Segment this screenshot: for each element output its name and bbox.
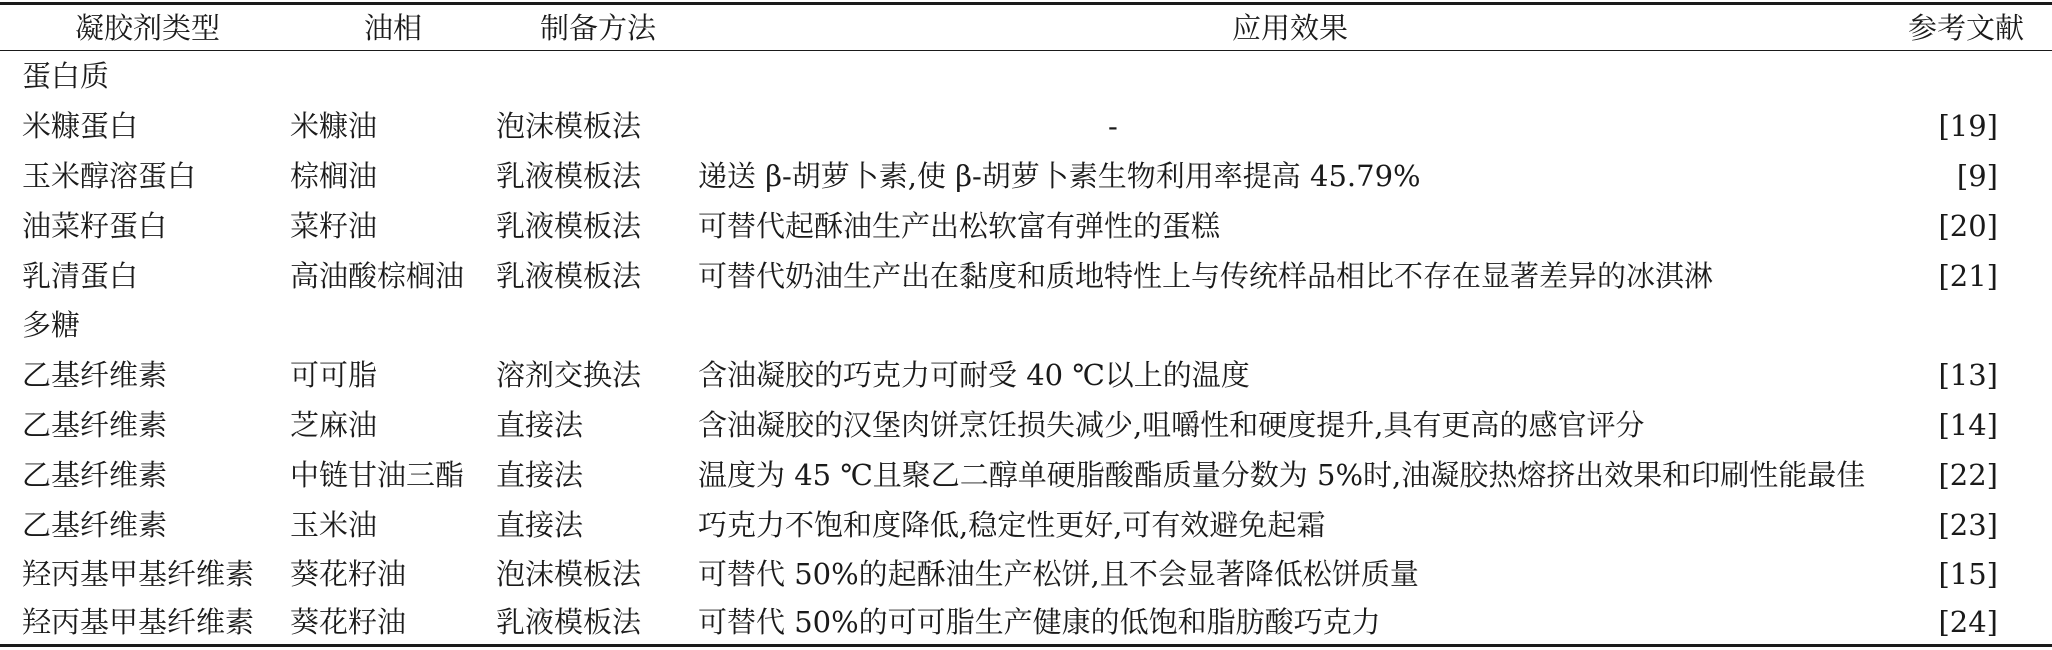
table-row <box>0 151 2052 201</box>
cell-application-effect: - <box>1108 109 1118 143</box>
cell-gel-type: 羟丙基甲基纤维素 <box>22 605 255 639</box>
cell-oil-phase: 玉米油 <box>290 508 378 542</box>
header-reference: 参考文献 <box>1907 11 2024 45</box>
cell-application-effect: 可替代 50%的可可脂生产健康的低饱和脂肪酸巧克力 <box>698 605 1381 639</box>
cell-gel-type: 米糠蛋白 <box>22 109 139 143</box>
cell-reference: [20] <box>1938 209 1998 243</box>
cell-gel-type: 乙基纤维素 <box>22 458 168 492</box>
cell-application-effect: 含油凝胶的汉堡肉饼烹饪损失减少,咀嚼性和硬度提升,具有更高的感官评分 <box>698 408 1645 442</box>
table-row <box>0 597 2052 647</box>
table-row <box>0 500 2052 550</box>
header-gel-type: 凝胶剂类型 <box>75 11 221 45</box>
cell-oil-phase: 葵花籽油 <box>290 605 407 639</box>
cell-prep-method: 直接法 <box>496 458 584 492</box>
cell-prep-method: 乳液模板法 <box>496 605 642 639</box>
cell-application-effect: 温度为 45 ℃且聚乙二醇单硬脂酸酯质量分数为 5%时,油凝胶热熔挤出效果和印刷性能最佳 <box>698 458 1866 492</box>
cell-prep-method: 乳液模板法 <box>496 159 642 193</box>
header-application-effect: 应用效果 <box>1232 11 1349 45</box>
cell-reference: [21] <box>1938 259 1998 293</box>
cell-prep-method: 直接法 <box>496 508 584 542</box>
cell-oil-phase: 芝麻油 <box>290 408 378 442</box>
cell-application-effect: 可替代起酥油生产出松软富有弹性的蛋糕 <box>698 209 1221 243</box>
table-row <box>0 549 2052 599</box>
table-bottom-rule <box>0 644 2052 647</box>
cell-prep-method: 乳液模板法 <box>496 209 642 243</box>
cell-oil-phase: 米糠油 <box>290 109 378 143</box>
cell-gel-type: 油菜籽蛋白 <box>22 209 168 243</box>
header-prep-method: 制备方法 <box>540 11 657 45</box>
cell-application-effect: 可替代奶油生产出在黏度和质地特性上与传统样品相比不存在显著差异的冰淇淋 <box>698 259 1714 293</box>
cell-gel-type: 玉米醇溶蛋白 <box>22 159 197 193</box>
cell-prep-method: 直接法 <box>496 408 584 442</box>
cell-reference: [24] <box>1938 605 1998 639</box>
table-row <box>0 400 2052 450</box>
cell-application-effect: 含油凝胶的巧克力可耐受 40 ℃以上的温度 <box>698 358 1250 392</box>
section-label: 蛋白质 <box>22 59 110 93</box>
cell-reference: [14] <box>1938 408 1998 442</box>
section-heading-polysaccharide <box>0 300 2052 350</box>
cell-reference: [22] <box>1938 458 1998 492</box>
header-oil-phase: 油相 <box>364 11 423 45</box>
cell-gel-type: 乙基纤维素 <box>22 408 168 442</box>
cell-reference: [23] <box>1938 508 1998 542</box>
cell-reference: [9] <box>1956 159 1998 193</box>
cell-gel-type: 乙基纤维素 <box>22 508 168 542</box>
section-heading-protein <box>0 51 2052 101</box>
cell-gel-type: 乳清蛋白 <box>22 259 139 293</box>
cell-oil-phase: 棕榈油 <box>290 159 378 193</box>
cell-application-effect: 递送 β-胡萝卜素,使 β-胡萝卜素生物利用率提高 45.79% <box>698 159 1421 193</box>
cell-gel-type: 乙基纤维素 <box>22 358 168 392</box>
table-row <box>0 101 2052 151</box>
cell-reference: [13] <box>1938 358 1998 392</box>
cell-prep-method: 乳液模板法 <box>496 259 642 293</box>
cell-oil-phase: 中链甘油三酯 <box>290 458 465 492</box>
cell-oil-phase: 高油酸棕榈油 <box>290 259 465 293</box>
cell-application-effect: 巧克力不饱和度降低,稳定性更好,可有效避免起霜 <box>698 508 1326 542</box>
cell-application-effect: 可替代 50%的起酥油生产松饼,且不会显著降低松饼质量 <box>698 557 1419 591</box>
cell-prep-method: 溶剂交换法 <box>496 358 642 392</box>
table-row <box>0 201 2052 251</box>
table-row <box>0 450 2052 500</box>
cell-oil-phase: 葵花籽油 <box>290 557 407 591</box>
cell-oil-phase: 菜籽油 <box>290 209 378 243</box>
cell-prep-method: 泡沫模板法 <box>496 109 642 143</box>
cell-prep-method: 泡沫模板法 <box>496 557 642 591</box>
table-header-row <box>0 3 2052 53</box>
cell-gel-type: 羟丙基甲基纤维素 <box>22 557 255 591</box>
cell-reference: [19] <box>1938 109 1998 143</box>
cell-reference: [15] <box>1938 557 1998 591</box>
section-label: 多糖 <box>22 308 81 342</box>
table-row <box>0 251 2052 301</box>
table-row <box>0 350 2052 400</box>
cell-oil-phase: 可可脂 <box>290 358 378 392</box>
